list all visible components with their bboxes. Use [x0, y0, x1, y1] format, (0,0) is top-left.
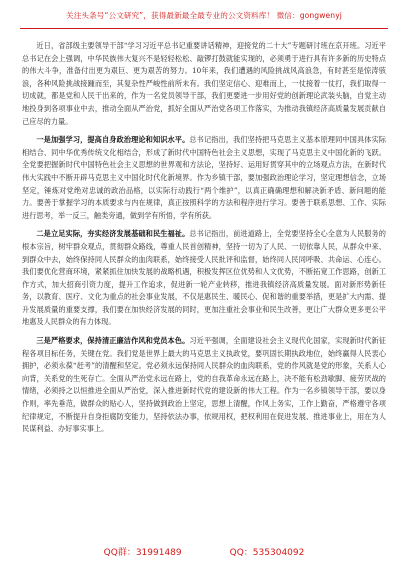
- body-paragraph-4: [22, 335, 386, 436]
- paragraph-text: 总书记指出，前进道路上，全党要坚持全心全意为人民服务的根本宗旨，树牢群众观点，贯彻群众路线，尊重人民首创精神，坚持一切为了人民、一切依靠人民，从群众中来、到群众中去，始终保持同人民群众的血肉联系，始终接受人民批评和监督，始终同人民同呼吸、共命运、心连心。我们要优化营商环境，紧紧抓住加快发展的战略机遇，积极发挥区位优势和人文优势，不断拓宽工作思路，创新工作方式，加大招商引资力度，提升工作追求，促进新一轮产业转移，推进我镇经济高质量发展。面对新形势新任务，以教育、医疗、文化为重点的社会事业发展，不仅是惠民生、暖民心、促和谐的重要举措，更是扩大内需、提升发展质量的重要支撑，我们要在加快经济发展的同时，更加注重社会事业和民生改善，更让广大群众更多更公平地惠及人民群众的有力体现。: [22, 229, 386, 327]
- paragraph-lead: 一是加强学习，提高自身政治理论和知识水平。: [36, 135, 190, 145]
- body-paragraph-2: [22, 134, 386, 222]
- body-paragraph-1: [22, 40, 386, 128]
- footer-contacts: [0, 545, 408, 558]
- qq-number-label: QQ：535304092: [229, 548, 305, 558]
- header-note: 关注头条号“公文研究”，获得最新最全最专业的公文资料库！ 微信：gongwenyj: [66, 11, 342, 20]
- header-divider: [20, 28, 388, 29]
- document-body: [22, 40, 386, 534]
- paragraph-text: 总书记指出，我们坚持把马克思主义基本原理同中国具体实际相结合、同中华优秀传统文化相结合，形成了新时代中国特色社会主义思想，实现了马克思主义中国化新的飞跃。全党要把握新时代中国特色社会主义思想的世界观和方法论，坚持好、运用好贯穿其中的立场观点方法，在新时代伟大实践中不断开辟马克思主义中国化时代化新境界。作为乡镇干部，要加强政治理论学习，坚定理想信念，立场坚定，锤炼对党绝对忠诚的政治品格，以实际行动践行“两个维护”，以真正确确理想和解决新矛盾、新问题的能力。要善于掌握学习的本质要求与内在规律，真正按照科学的方法和程序进行学习。要善于联系思想、工作、实际进行思考，举一反三，触类旁通，做到学有所悟，学有所获。: [22, 135, 386, 220]
- paragraph-lead: 三是严格要求，保持清正廉洁作风和党员本色。: [36, 336, 190, 346]
- paragraph-text: 近日，省部级主要领导干部“学习习近平总书记重要讲话精神，迎接党的二十大”专题研讨班在京开班。习近平总书记在会上强调，中华民族伟大复兴不是轻轻松松、敲锣打鼓就能实现的，必须勇于进行具有许多新的历史特点的伟大斗争，准备付出更为艰巨、更为艰苦的努力。10年来，我们遭遇的风险挑战风高浪急，有时甚至是惊涛骇浪，各种风险挑战接踵而至，其复杂性严峻性前所未有。我们坚定信心、迎难而上，一仗接着一仗打，我们取得一切成就，都是党和人民干出来的，作为一名党员领导干部，我们更要进一步用好党的创新理论武装头脑，自觉主动地投身到各项事业中去，推动全面从严治党，抓好全面从严治党各项工作落实，为推动我镇经济高质量发展贡献自己应尽的力量。: [22, 41, 386, 126]
- body-paragraph-3: [22, 228, 386, 329]
- qq-group-label: QQ群：31991489: [103, 548, 182, 558]
- paragraph-lead: 二是立足实际，夯实经济发展基础和民生福祉。: [36, 229, 190, 239]
- paragraph-text: 习近平强调，全面建设社会主义现代化国家，实现新时代新征程各项目标任务，关键在党。我们党是世界上最大的马克思主义执政党，要巩固长期执政地位，始终赢得人民衷心拥护，必须永葆“赶考”的清醒和坚定。党必须永远保持同人民群众的血肉联系，党的作风就是党的形象，关系人心向背，关系党的生死存亡。全面从严治党永远在路上，党的自我革命永远在路上，决不能有松劲歇脚、疲劳厌战的情绪，必须持之以恒推进全面从严治党，深入推进新时代党的建设新的伟大工程。作为一名乡镇领导干部，要以身作则，率先垂范，做群众的贴心人，坚持做到政治上坚定，思想上清醒，作风上务实，工作上勤奋，严格遵守各项纪律规定，不断提升自身拒腐防变能力，坚持依法办事，依规用权，把权利用在促进发展、推进事业上，用在为人民谋利益、办好事实事上。: [22, 336, 386, 434]
